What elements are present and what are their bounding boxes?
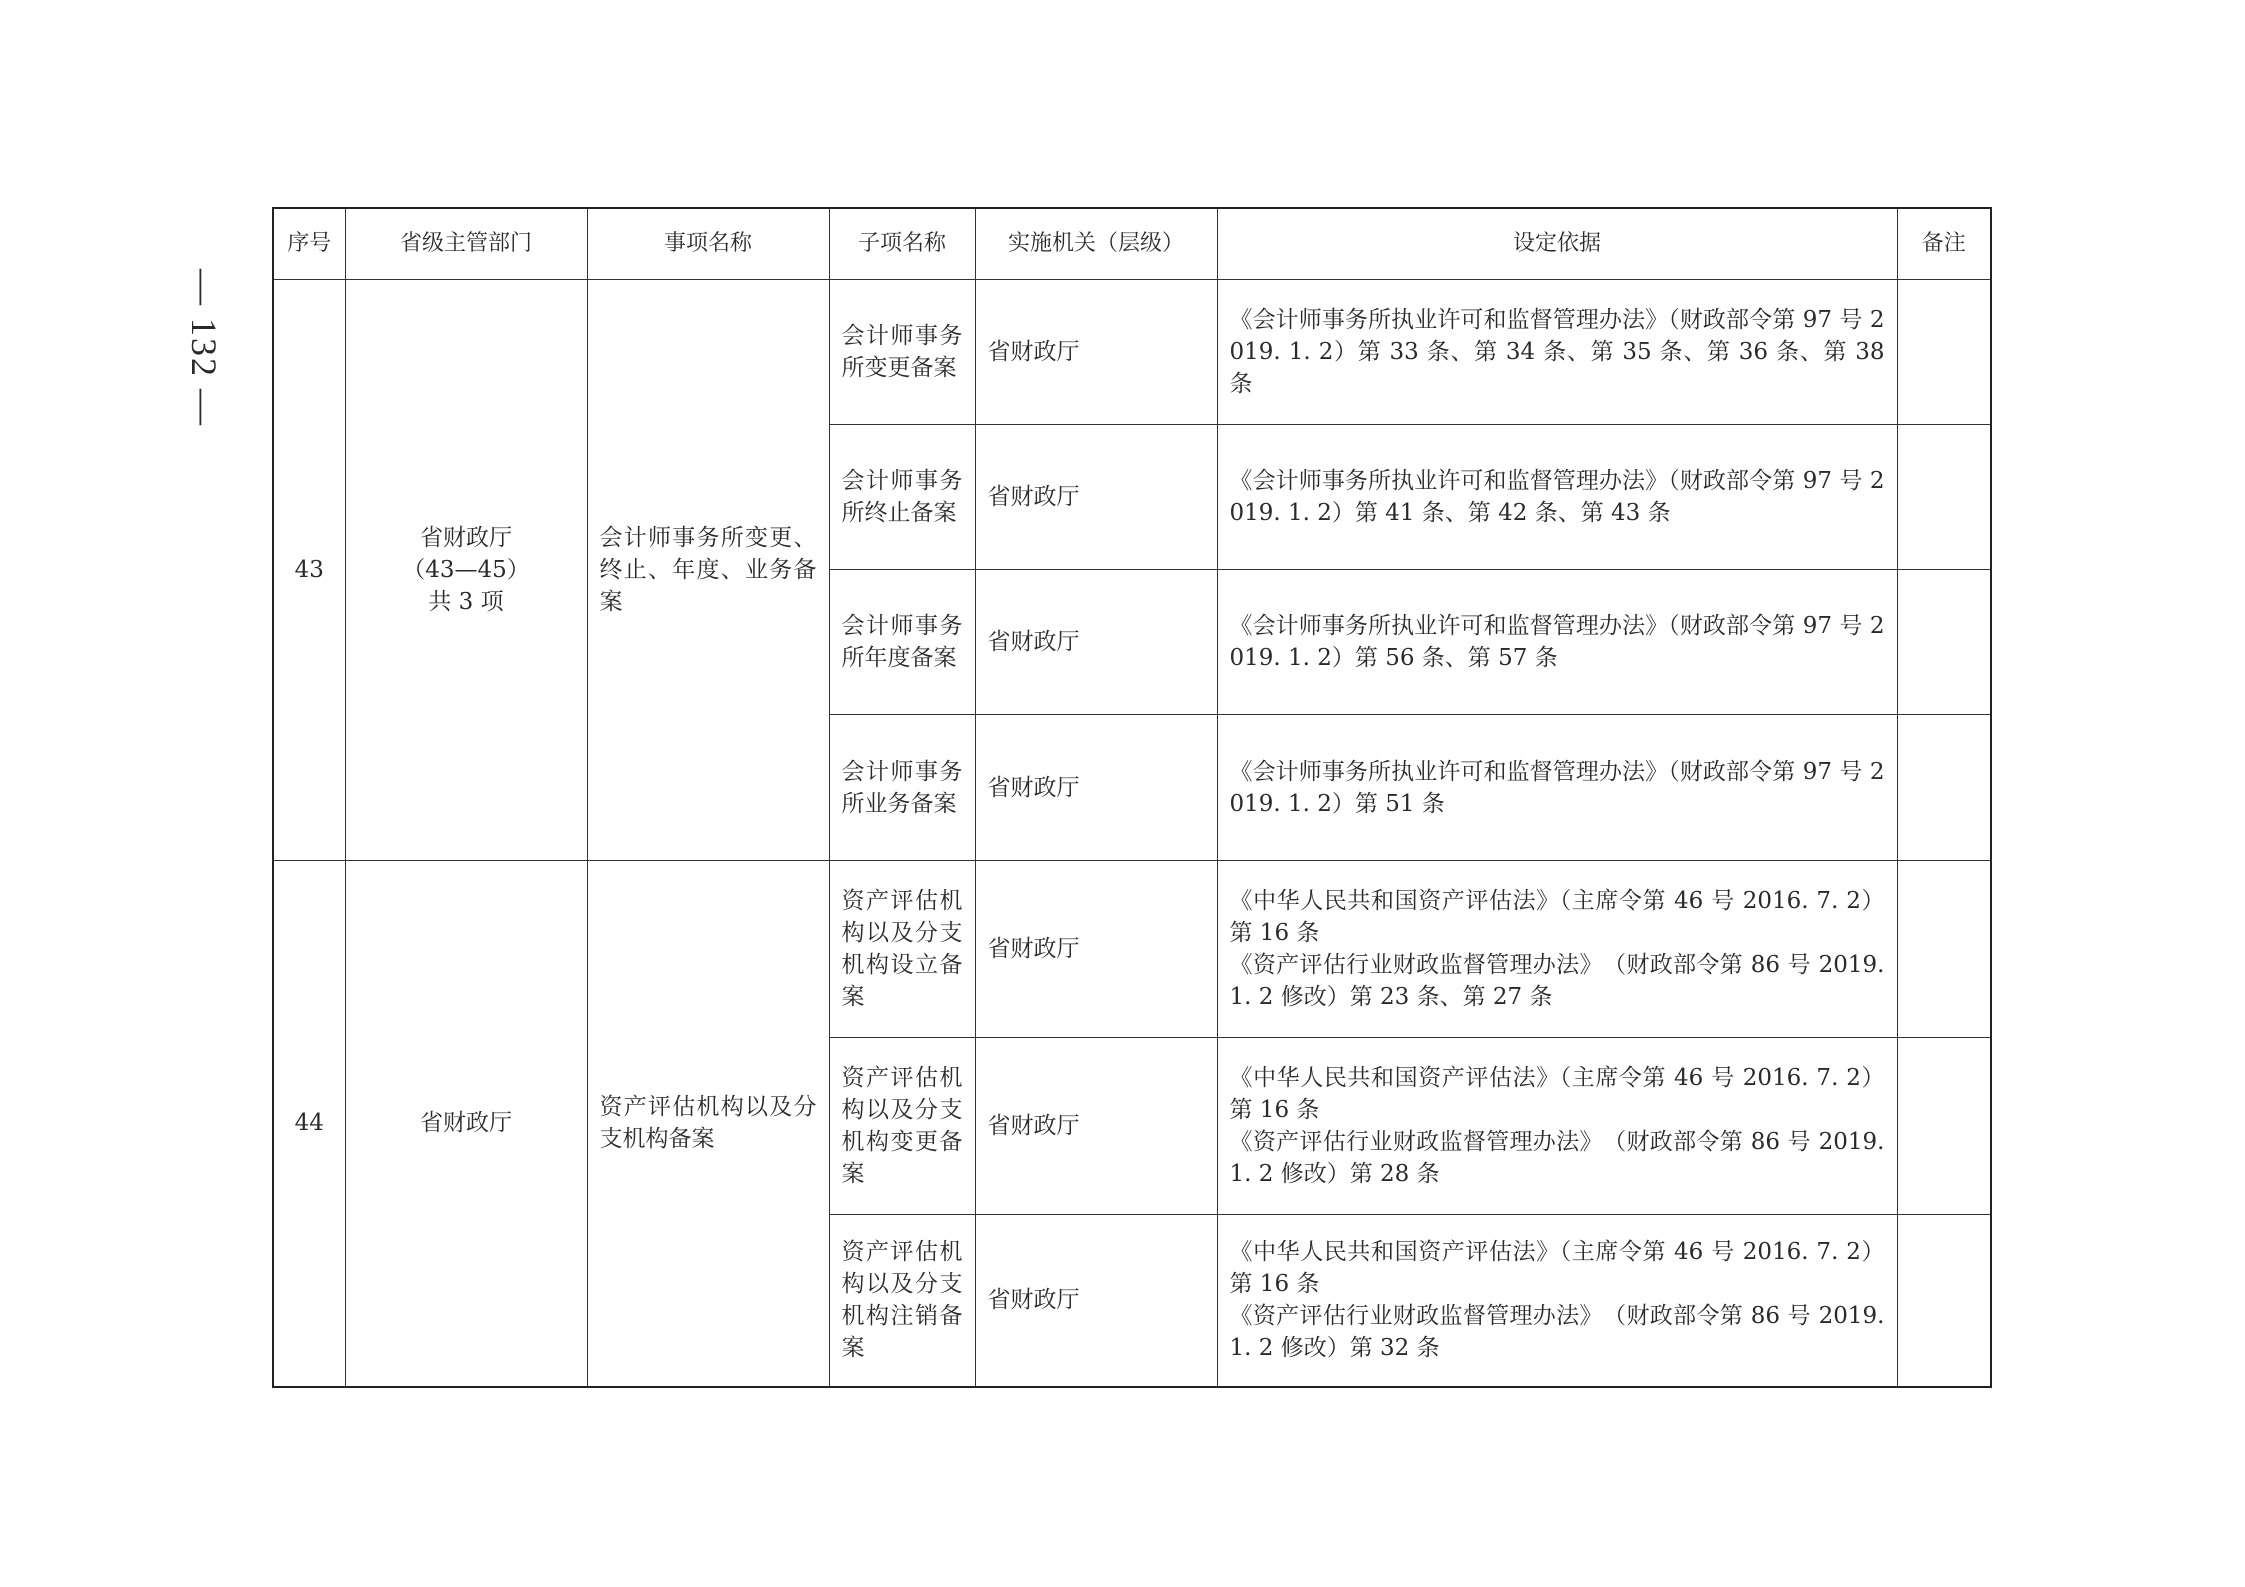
basis-cell [1217, 1215, 1897, 1387]
sub-cell: 资产评估机构以及分支机构注销备案 [829, 1215, 975, 1387]
header-authority: 实施机关（层级） [975, 208, 1217, 280]
basis-cell: 《会计师事务所执业许可和监督管理办法》（财政部令第 97 号 2019. 1. 2）第 33 条、第 34 条、第 35 条、第 36 条、第 38 条 [1217, 280, 1897, 425]
item-cell: 资产评估机构以及分支机构备案 [587, 861, 829, 1387]
header-note: 备注 [1897, 208, 1991, 280]
note-cell [1897, 425, 1991, 570]
authority-cell: 省财政厅 [975, 425, 1217, 570]
note-cell [1897, 1038, 1991, 1215]
table-row [273, 861, 1991, 1038]
sub-cell: 会计师事务所业务备案 [829, 715, 975, 861]
authority-cell: 省财政厅 [975, 1038, 1217, 1215]
header-seq: 序号 [273, 208, 345, 280]
sub-cell: 会计师事务所年度备案 [829, 570, 975, 715]
table-header-row [273, 208, 1991, 280]
basis-cell: 《会计师事务所执业许可和监督管理办法》（财政部令第 97 号 2019. 1. 2）第 56 条、第 57 条 [1217, 570, 1897, 715]
basis-line: 《资产评估行业财政监督管理办法》 （财政部令第 86 号 2019. 1. 2 修改）第 32 条 [1229, 1303, 1885, 1362]
seq-cell: 43 [273, 280, 345, 861]
basis-line: 《资产评估行业财政监督管理办法》 （财政部令第 86 号 2019. 1. 2 修改）第 28 条 [1229, 1129, 1885, 1187]
basis-line: 《中华人民共和国资产评估法》（主席令第 46 号 2016. 7. 2）第 16 条 [1229, 888, 1885, 946]
basis-cell: 《会计师事务所执业许可和监督管理办法》（财政部令第 97 号 2019. 1. 2）第 41 条、第 42 条、第 43 条 [1217, 425, 1897, 570]
page-number [168, 248, 240, 448]
basis-line: 《中华人民共和国资产评估法》（主席令第 46 号 2016. 7. 2）第 16 条 [1229, 1065, 1885, 1123]
basis-line: 《资产评估行业财政监督管理办法》 （财政部令第 86 号 2019. 1. 2 修改）第 23 条、第 27 条 [1229, 952, 1885, 1010]
approval-items-table [272, 207, 1992, 1388]
header-dept: 省级主管部门 [345, 208, 587, 280]
dept-cell [345, 280, 587, 861]
note-cell [1897, 715, 1991, 861]
basis-cell [1217, 861, 1897, 1038]
authority-cell: 省财政厅 [975, 861, 1217, 1038]
sub-cell: 资产评估机构以及分支机构变更备案 [829, 1038, 975, 1215]
dept-line: 省财政厅 [420, 525, 512, 551]
note-cell [1897, 280, 1991, 425]
page-number-text: — 132 — [184, 269, 224, 427]
authority-cell: 省财政厅 [975, 1215, 1217, 1387]
sub-cell: 会计师事务所变更备案 [829, 280, 975, 425]
dept-line: （43—45） [402, 557, 530, 583]
authority-cell: 省财政厅 [975, 570, 1217, 715]
header-item: 事项名称 [587, 208, 829, 280]
basis-cell [1217, 1038, 1897, 1215]
seq-cell: 44 [273, 861, 345, 1387]
dept-line: 共 3 项 [428, 589, 504, 615]
basis-line: 《中华人民共和国资产评估法》（主席令第 46 号 2016. 7. 2）第 16 条 [1229, 1239, 1885, 1298]
basis-cell: 《会计师事务所执业许可和监督管理办法》（财政部令第 97 号 2019. 1. 2）第 51 条 [1217, 715, 1897, 861]
dept-cell [345, 861, 587, 1387]
note-cell [1897, 1215, 1991, 1387]
authority-cell: 省财政厅 [975, 280, 1217, 425]
table-row [273, 280, 1991, 425]
dept-line: 省财政厅 [420, 1110, 512, 1137]
sub-cell: 会计师事务所终止备案 [829, 425, 975, 570]
item-cell: 会计师事务所变更、终止、年度、业务备案 [587, 280, 829, 861]
note-cell [1897, 570, 1991, 715]
header-sub: 子项名称 [829, 208, 975, 280]
note-cell [1897, 861, 1991, 1038]
sub-cell: 资产评估机构以及分支机构设立备案 [829, 861, 975, 1038]
authority-cell: 省财政厅 [975, 715, 1217, 861]
header-basis: 设定依据 [1217, 208, 1897, 280]
